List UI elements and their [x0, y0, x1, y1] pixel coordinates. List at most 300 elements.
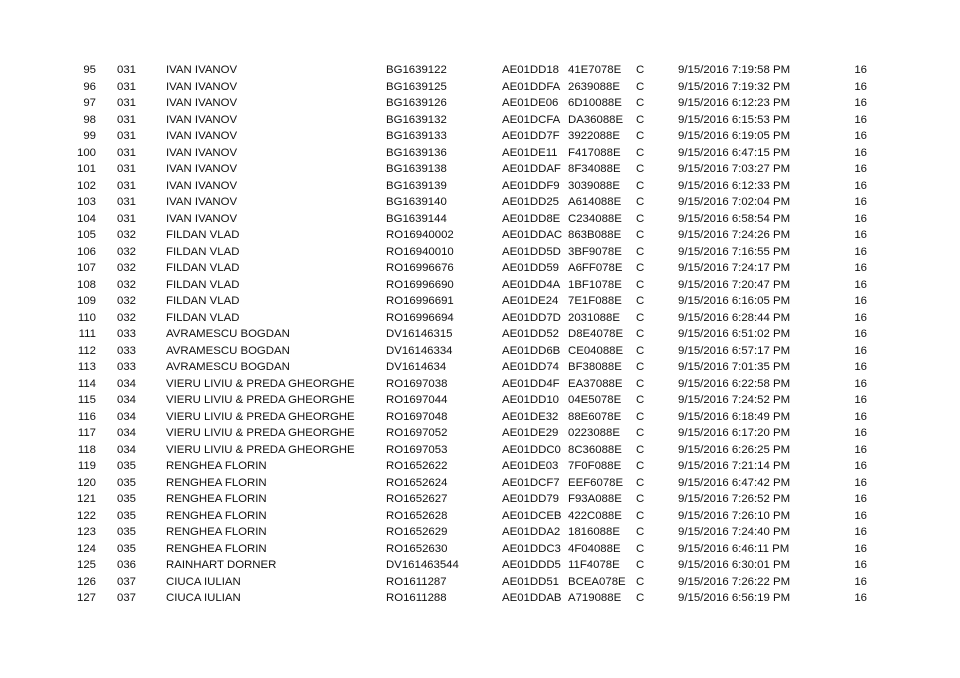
timestamp: 9/15/2016 6:56:19 PM — [678, 592, 791, 604]
ring-number: RO16996694 — [386, 311, 454, 324]
club-code: 031 — [117, 130, 137, 142]
table-row — [0, 145, 960, 162]
hex-code: 41E7078E — [568, 64, 622, 76]
owner-name: VIERU LIVIU & PREDA GHEORGHE — [166, 427, 355, 439]
club-code: 034 — [117, 377, 137, 390]
count-value: 16 — [854, 196, 867, 208]
owner-name: IVAN IVANOV — [166, 163, 238, 175]
status-flag: C — [636, 575, 645, 588]
status-flag: C — [636, 476, 645, 489]
hex-code: 04E5078E — [568, 394, 622, 406]
hex-code: A719088E — [568, 592, 622, 604]
table-row — [0, 541, 960, 558]
ring-number: BG1639133 — [386, 130, 447, 142]
count-value: 16 — [854, 80, 867, 93]
timestamp: 9/15/2016 6:12:23 PM — [678, 97, 791, 109]
count-value: 16 — [854, 394, 867, 406]
hex-code: EEF6078E — [568, 476, 624, 489]
hex-code: C234088E — [568, 212, 622, 225]
club-code: 035 — [117, 526, 137, 538]
club-code: 031 — [117, 196, 137, 208]
hex-code: 7E1F088E — [568, 295, 622, 307]
timestamp: 9/15/2016 6:15:53 PM — [678, 113, 791, 126]
club-code: 037 — [117, 575, 137, 588]
chip-id: AE01DE24 — [502, 295, 559, 307]
timestamp: 9/15/2016 7:26:22 PM — [678, 575, 791, 588]
table-row — [0, 227, 960, 244]
owner-name: CIUCA IULIAN — [166, 592, 241, 604]
count-value: 16 — [854, 262, 867, 274]
ring-number: DV1614634 — [386, 361, 447, 373]
status-flag: C — [636, 410, 645, 423]
hex-code: F93A088E — [568, 493, 622, 505]
owner-name: VIERU LIVIU & PREDA GHEORGHE — [166, 410, 355, 423]
hex-code: 8C36088E — [568, 443, 622, 456]
chip-id: AE01DE29 — [502, 427, 559, 439]
row-index: 120 — [76, 476, 96, 489]
ring-number: BG1639144 — [386, 212, 447, 225]
ring-number: BG1639136 — [386, 146, 447, 159]
row-index: 119 — [77, 460, 96, 472]
table-row — [0, 359, 960, 376]
table-row — [0, 62, 960, 79]
club-code: 035 — [117, 509, 137, 522]
row-index: 124 — [76, 542, 96, 555]
owner-name: IVAN IVANOV — [166, 196, 238, 208]
status-flag: C — [636, 493, 645, 505]
hex-code: 422C088E — [568, 509, 622, 522]
club-code: 034 — [117, 394, 137, 406]
owner-name: IVAN IVANOV — [166, 97, 238, 109]
ring-number: DV16146315 — [386, 328, 453, 340]
ring-number: BG1639125 — [386, 80, 447, 93]
club-code: 036 — [117, 559, 137, 571]
status-flag: C — [636, 64, 645, 76]
owner-name: VIERU LIVIU & PREDA GHEORGHE — [166, 377, 355, 390]
timestamp: 9/15/2016 7:02:04 PM — [678, 196, 791, 208]
timestamp: 9/15/2016 7:21:14 PM — [678, 460, 791, 472]
chip-id: AE01DD52 — [502, 328, 559, 340]
table-row — [0, 524, 960, 541]
ring-number: BG1639140 — [386, 196, 447, 208]
status-flag: C — [636, 278, 645, 291]
row-index: 127 — [76, 592, 96, 604]
owner-name: IVAN IVANOV — [166, 80, 238, 93]
row-index: 105 — [76, 229, 96, 241]
timestamp: 9/15/2016 7:24:40 PM — [678, 526, 791, 538]
hex-code: BCEA078E — [568, 575, 626, 588]
chip-id: AE01DCF7 — [502, 476, 560, 489]
chip-id: AE01DD74 — [502, 361, 559, 373]
row-index: 102 — [76, 179, 96, 192]
chip-id: AE01DDC0 — [502, 443, 561, 456]
chip-id: AE01DD25 — [502, 196, 559, 208]
timestamp: 9/15/2016 6:30:01 PM — [678, 559, 791, 571]
count-value: 16 — [854, 97, 867, 109]
count-value: 16 — [854, 113, 867, 126]
count-value: 16 — [854, 575, 867, 588]
hex-code: D8E4078E — [568, 328, 624, 340]
table-row — [0, 574, 960, 591]
timestamp: 9/15/2016 7:16:55 PM — [678, 245, 791, 258]
owner-name: IVAN IVANOV — [166, 146, 238, 159]
club-code: 031 — [117, 163, 137, 175]
chip-id: AE01DD4F — [502, 377, 560, 390]
timestamp: 9/15/2016 6:19:05 PM — [678, 130, 791, 142]
owner-name: AVRAMESCU BOGDAN — [166, 328, 290, 340]
count-value: 16 — [854, 526, 867, 538]
count-value: 16 — [854, 493, 867, 505]
chip-id: AE01DD7F — [502, 130, 560, 142]
count-value: 16 — [854, 295, 867, 307]
chip-id: AE01DDA2 — [502, 526, 561, 538]
owner-name: RENGHEA FLORIN — [166, 542, 267, 555]
club-code: 031 — [117, 212, 137, 225]
chip-id: AE01DE11 — [502, 146, 558, 159]
table-row — [0, 425, 960, 442]
table-row — [0, 161, 960, 178]
chip-id: AE01DCEB — [502, 509, 562, 522]
owner-name: IVAN IVANOV — [166, 179, 238, 192]
row-index: 122 — [76, 509, 96, 522]
club-code: 032 — [117, 262, 137, 274]
row-index: 95 — [83, 64, 96, 76]
owner-name: CIUCA IULIAN — [166, 575, 241, 588]
count-value: 16 — [854, 179, 867, 192]
chip-id: AE01DE03 — [502, 460, 559, 472]
chip-id: AE01DDC3 — [502, 542, 561, 555]
club-code: 035 — [117, 460, 137, 472]
status-flag: C — [636, 113, 645, 126]
count-value: 16 — [854, 278, 867, 291]
row-index: 97 — [83, 97, 96, 109]
count-value: 16 — [854, 245, 867, 258]
ring-number: RO16940010 — [386, 245, 454, 258]
table-row — [0, 326, 960, 343]
table-row — [0, 79, 960, 96]
row-index: 123 — [76, 526, 96, 538]
hex-code: CE04088E — [568, 344, 624, 357]
count-value: 16 — [854, 212, 867, 225]
timestamp: 9/15/2016 7:24:52 PM — [678, 394, 791, 406]
table-row — [0, 475, 960, 492]
timestamp: 9/15/2016 6:58:54 PM — [678, 212, 791, 225]
hex-code: 88E6078E — [568, 410, 622, 423]
owner-name: RENGHEA FLORIN — [166, 460, 267, 472]
hex-code: 4F04088E — [568, 542, 621, 555]
status-flag: C — [636, 179, 645, 192]
row-index: 99 — [83, 130, 96, 142]
count-value: 16 — [854, 476, 867, 489]
club-code: 037 — [117, 592, 137, 604]
ring-number: BG1639122 — [386, 64, 447, 76]
timestamp: 9/15/2016 7:26:10 PM — [678, 509, 791, 522]
row-index: 118 — [77, 443, 96, 456]
club-code: 032 — [117, 311, 137, 324]
hex-code: 3922088E — [568, 130, 620, 142]
ring-number: RO1697044 — [386, 394, 448, 406]
hex-code: 3BF9078E — [568, 245, 622, 258]
ring-number: RO16996691 — [386, 295, 454, 307]
row-index: 112 — [77, 344, 96, 357]
hex-code: 11F4078E — [568, 559, 620, 571]
timestamp: 9/15/2016 7:20:47 PM — [678, 278, 791, 291]
chip-id: AE01DDAF — [502, 163, 561, 175]
table-row — [0, 458, 960, 475]
row-index: 109 — [76, 295, 96, 307]
chip-id: AE01DD8E — [502, 212, 561, 225]
status-flag: C — [636, 460, 645, 472]
status-flag: C — [636, 245, 645, 258]
results-table — [0, 62, 960, 607]
chip-id: AE01DE06 — [502, 97, 559, 109]
timestamp: 9/15/2016 7:26:52 PM — [678, 493, 791, 505]
status-flag: C — [636, 130, 645, 142]
table-row — [0, 194, 960, 211]
hex-code: 1816088E — [568, 526, 620, 538]
chip-id: AE01DDAB — [502, 592, 562, 604]
hex-code: 2031088E — [568, 311, 620, 324]
hex-code: 3039088E — [568, 179, 620, 192]
table-row — [0, 442, 960, 459]
status-flag: C — [636, 212, 645, 225]
hex-code: A614088E — [568, 196, 622, 208]
count-value: 16 — [854, 64, 867, 76]
hex-code: EA37088E — [568, 377, 623, 390]
hex-code: 6D10088E — [568, 97, 622, 109]
club-code: 034 — [117, 410, 137, 423]
status-flag: C — [636, 443, 645, 456]
timestamp: 9/15/2016 6:16:05 PM — [678, 295, 791, 307]
status-flag: C — [636, 262, 645, 274]
club-code: 032 — [117, 245, 137, 258]
status-flag: C — [636, 229, 645, 241]
owner-name: VIERU LIVIU & PREDA GHEORGHE — [166, 443, 355, 456]
timestamp: 9/15/2016 7:19:32 PM — [678, 80, 791, 93]
chip-id: AE01DDAC — [502, 229, 563, 241]
ring-number: BG1639126 — [386, 97, 447, 109]
row-index: 125 — [76, 559, 96, 571]
timestamp: 9/15/2016 6:22:58 PM — [678, 377, 791, 390]
status-flag: C — [636, 146, 645, 159]
chip-id: AE01DD5D — [502, 245, 561, 258]
ring-number: RO16940002 — [386, 229, 454, 241]
club-code: 032 — [117, 229, 137, 241]
owner-name: RENGHEA FLORIN — [166, 526, 267, 538]
table-row — [0, 293, 960, 310]
ring-number: RO1697053 — [386, 443, 448, 456]
timestamp: 9/15/2016 6:47:15 PM — [678, 146, 791, 159]
count-value: 16 — [854, 542, 867, 555]
ring-number: RO1652627 — [386, 493, 448, 505]
status-flag: C — [636, 163, 645, 175]
club-code: 031 — [117, 80, 137, 93]
table-row — [0, 95, 960, 112]
count-value: 16 — [854, 559, 867, 571]
club-code: 031 — [117, 146, 137, 159]
timestamp: 9/15/2016 6:51:02 PM — [678, 328, 791, 340]
status-flag: C — [636, 427, 645, 439]
ring-number: RO1611288 — [386, 592, 447, 604]
row-index: 117 — [77, 427, 96, 439]
count-value: 16 — [854, 328, 867, 340]
hex-code: BF38088E — [568, 361, 622, 373]
status-flag: C — [636, 509, 645, 522]
chip-id: AE01DD6B — [502, 344, 561, 357]
row-index: 96 — [83, 80, 96, 93]
chip-id: AE01DD4A — [502, 278, 561, 291]
status-flag: C — [636, 394, 645, 406]
owner-name: FILDAN VLAD — [166, 278, 240, 291]
chip-id: AE01DD10 — [502, 394, 559, 406]
table-row — [0, 376, 960, 393]
owner-name: RENGHEA FLORIN — [166, 476, 267, 489]
owner-name: FILDAN VLAD — [166, 262, 240, 274]
status-flag: C — [636, 311, 645, 324]
row-index: 126 — [76, 575, 96, 588]
table-row — [0, 343, 960, 360]
table-row — [0, 112, 960, 129]
owner-name: RAINHART DORNER — [166, 559, 277, 571]
status-flag: C — [636, 526, 645, 538]
table-row — [0, 277, 960, 294]
ring-number: RO1652624 — [386, 476, 448, 489]
owner-name: AVRAMESCU BOGDAN — [166, 344, 290, 357]
count-value: 16 — [854, 229, 867, 241]
ring-number: RO1652630 — [386, 542, 448, 555]
count-value: 16 — [854, 344, 867, 357]
hex-code: 1BF1078E — [568, 278, 622, 291]
owner-name: FILDAN VLAD — [166, 245, 240, 258]
status-flag: C — [636, 377, 645, 390]
row-index: 113 — [77, 361, 96, 373]
timestamp: 9/15/2016 6:57:17 PM — [678, 344, 791, 357]
row-index: 101 — [76, 163, 96, 175]
count-value: 16 — [854, 427, 867, 439]
chip-id: AE01DDF9 — [502, 179, 560, 192]
status-flag: C — [636, 344, 645, 357]
club-code: 032 — [117, 278, 137, 291]
owner-name: FILDAN VLAD — [166, 311, 240, 324]
timestamp: 9/15/2016 6:28:44 PM — [678, 311, 791, 324]
table-row — [0, 508, 960, 525]
ring-number: RO1697038 — [386, 377, 448, 390]
row-index: 114 — [77, 377, 96, 390]
club-code: 034 — [117, 443, 137, 456]
hex-code: 2639088E — [568, 80, 620, 93]
club-code: 033 — [117, 361, 137, 373]
row-index: 100 — [76, 146, 96, 159]
club-code: 031 — [117, 64, 137, 76]
chip-id: AE01DE32 — [502, 410, 559, 423]
status-flag: C — [636, 196, 645, 208]
chip-id: AE01DDD5 — [502, 559, 561, 571]
owner-name: VIERU LIVIU & PREDA GHEORGHE — [166, 394, 355, 406]
club-code: 035 — [117, 493, 137, 505]
status-flag: C — [636, 295, 645, 307]
chip-id: AE01DCFA — [502, 113, 561, 126]
status-flag: C — [636, 592, 645, 604]
ring-number: DV16146334 — [386, 344, 453, 357]
hex-code: 7F0F088E — [568, 460, 622, 472]
count-value: 16 — [854, 592, 867, 604]
owner-name: IVAN IVANOV — [166, 130, 238, 142]
table-row — [0, 178, 960, 195]
ring-number: BG1639132 — [386, 113, 447, 126]
ring-number: RO1652629 — [386, 526, 448, 538]
count-value: 16 — [854, 163, 867, 175]
count-value: 16 — [854, 509, 867, 522]
count-value: 16 — [854, 361, 867, 373]
row-index: 116 — [77, 410, 96, 423]
ring-number: BG1639138 — [386, 163, 447, 175]
chip-id: AE01DDFA — [502, 80, 561, 93]
row-index: 103 — [76, 196, 96, 208]
timestamp: 9/15/2016 7:24:17 PM — [678, 262, 791, 274]
ring-number: RO1697048 — [386, 410, 448, 423]
table-row — [0, 244, 960, 261]
hex-code: 863B088E — [568, 229, 622, 241]
status-flag: C — [636, 80, 645, 93]
timestamp: 9/15/2016 6:46:11 PM — [678, 542, 790, 555]
timestamp: 9/15/2016 6:47:42 PM — [678, 476, 791, 489]
count-value: 16 — [854, 410, 867, 423]
count-value: 16 — [854, 146, 867, 159]
status-flag: C — [636, 542, 645, 555]
timestamp: 9/15/2016 7:03:27 PM — [678, 163, 791, 175]
row-index: 98 — [83, 113, 96, 126]
table-row — [0, 128, 960, 145]
owner-name: FILDAN VLAD — [166, 229, 240, 241]
row-index: 104 — [76, 212, 96, 225]
hex-code: F417088E — [568, 146, 621, 159]
owner-name: IVAN IVANOV — [166, 212, 238, 225]
table-row — [0, 409, 960, 426]
row-index: 107 — [76, 262, 96, 274]
ring-number: DV161463544 — [386, 559, 459, 571]
club-code: 031 — [117, 179, 137, 192]
count-value: 16 — [854, 460, 867, 472]
club-code: 033 — [117, 328, 137, 340]
status-flag: C — [636, 361, 645, 373]
row-index: 111 — [78, 328, 96, 340]
timestamp: 9/15/2016 6:18:49 PM — [678, 410, 791, 423]
row-index: 108 — [76, 278, 96, 291]
count-value: 16 — [854, 377, 867, 390]
row-index: 110 — [77, 311, 96, 324]
row-index: 121 — [76, 493, 96, 505]
chip-id: AE01DD79 — [502, 493, 559, 505]
status-flag: C — [636, 328, 645, 340]
table-row — [0, 310, 960, 327]
hex-code: A6FF078E — [568, 262, 623, 274]
timestamp: 9/15/2016 6:17:20 PM — [678, 427, 791, 439]
timestamp: 9/15/2016 7:24:26 PM — [678, 229, 791, 241]
club-code: 033 — [117, 344, 137, 357]
ring-number: BG1639139 — [386, 179, 447, 192]
table-row — [0, 590, 960, 607]
ring-number: RO16996676 — [386, 262, 454, 274]
row-index: 115 — [77, 394, 96, 406]
club-code: 035 — [117, 476, 137, 489]
table-row — [0, 392, 960, 409]
owner-name: FILDAN VLAD — [166, 295, 240, 307]
hex-code: DA36088E — [568, 113, 624, 126]
ring-number: RO1652628 — [386, 509, 448, 522]
status-flag: C — [636, 97, 645, 109]
chip-id: AE01DD18 — [502, 64, 559, 76]
hex-code: 8F34088E — [568, 163, 621, 175]
